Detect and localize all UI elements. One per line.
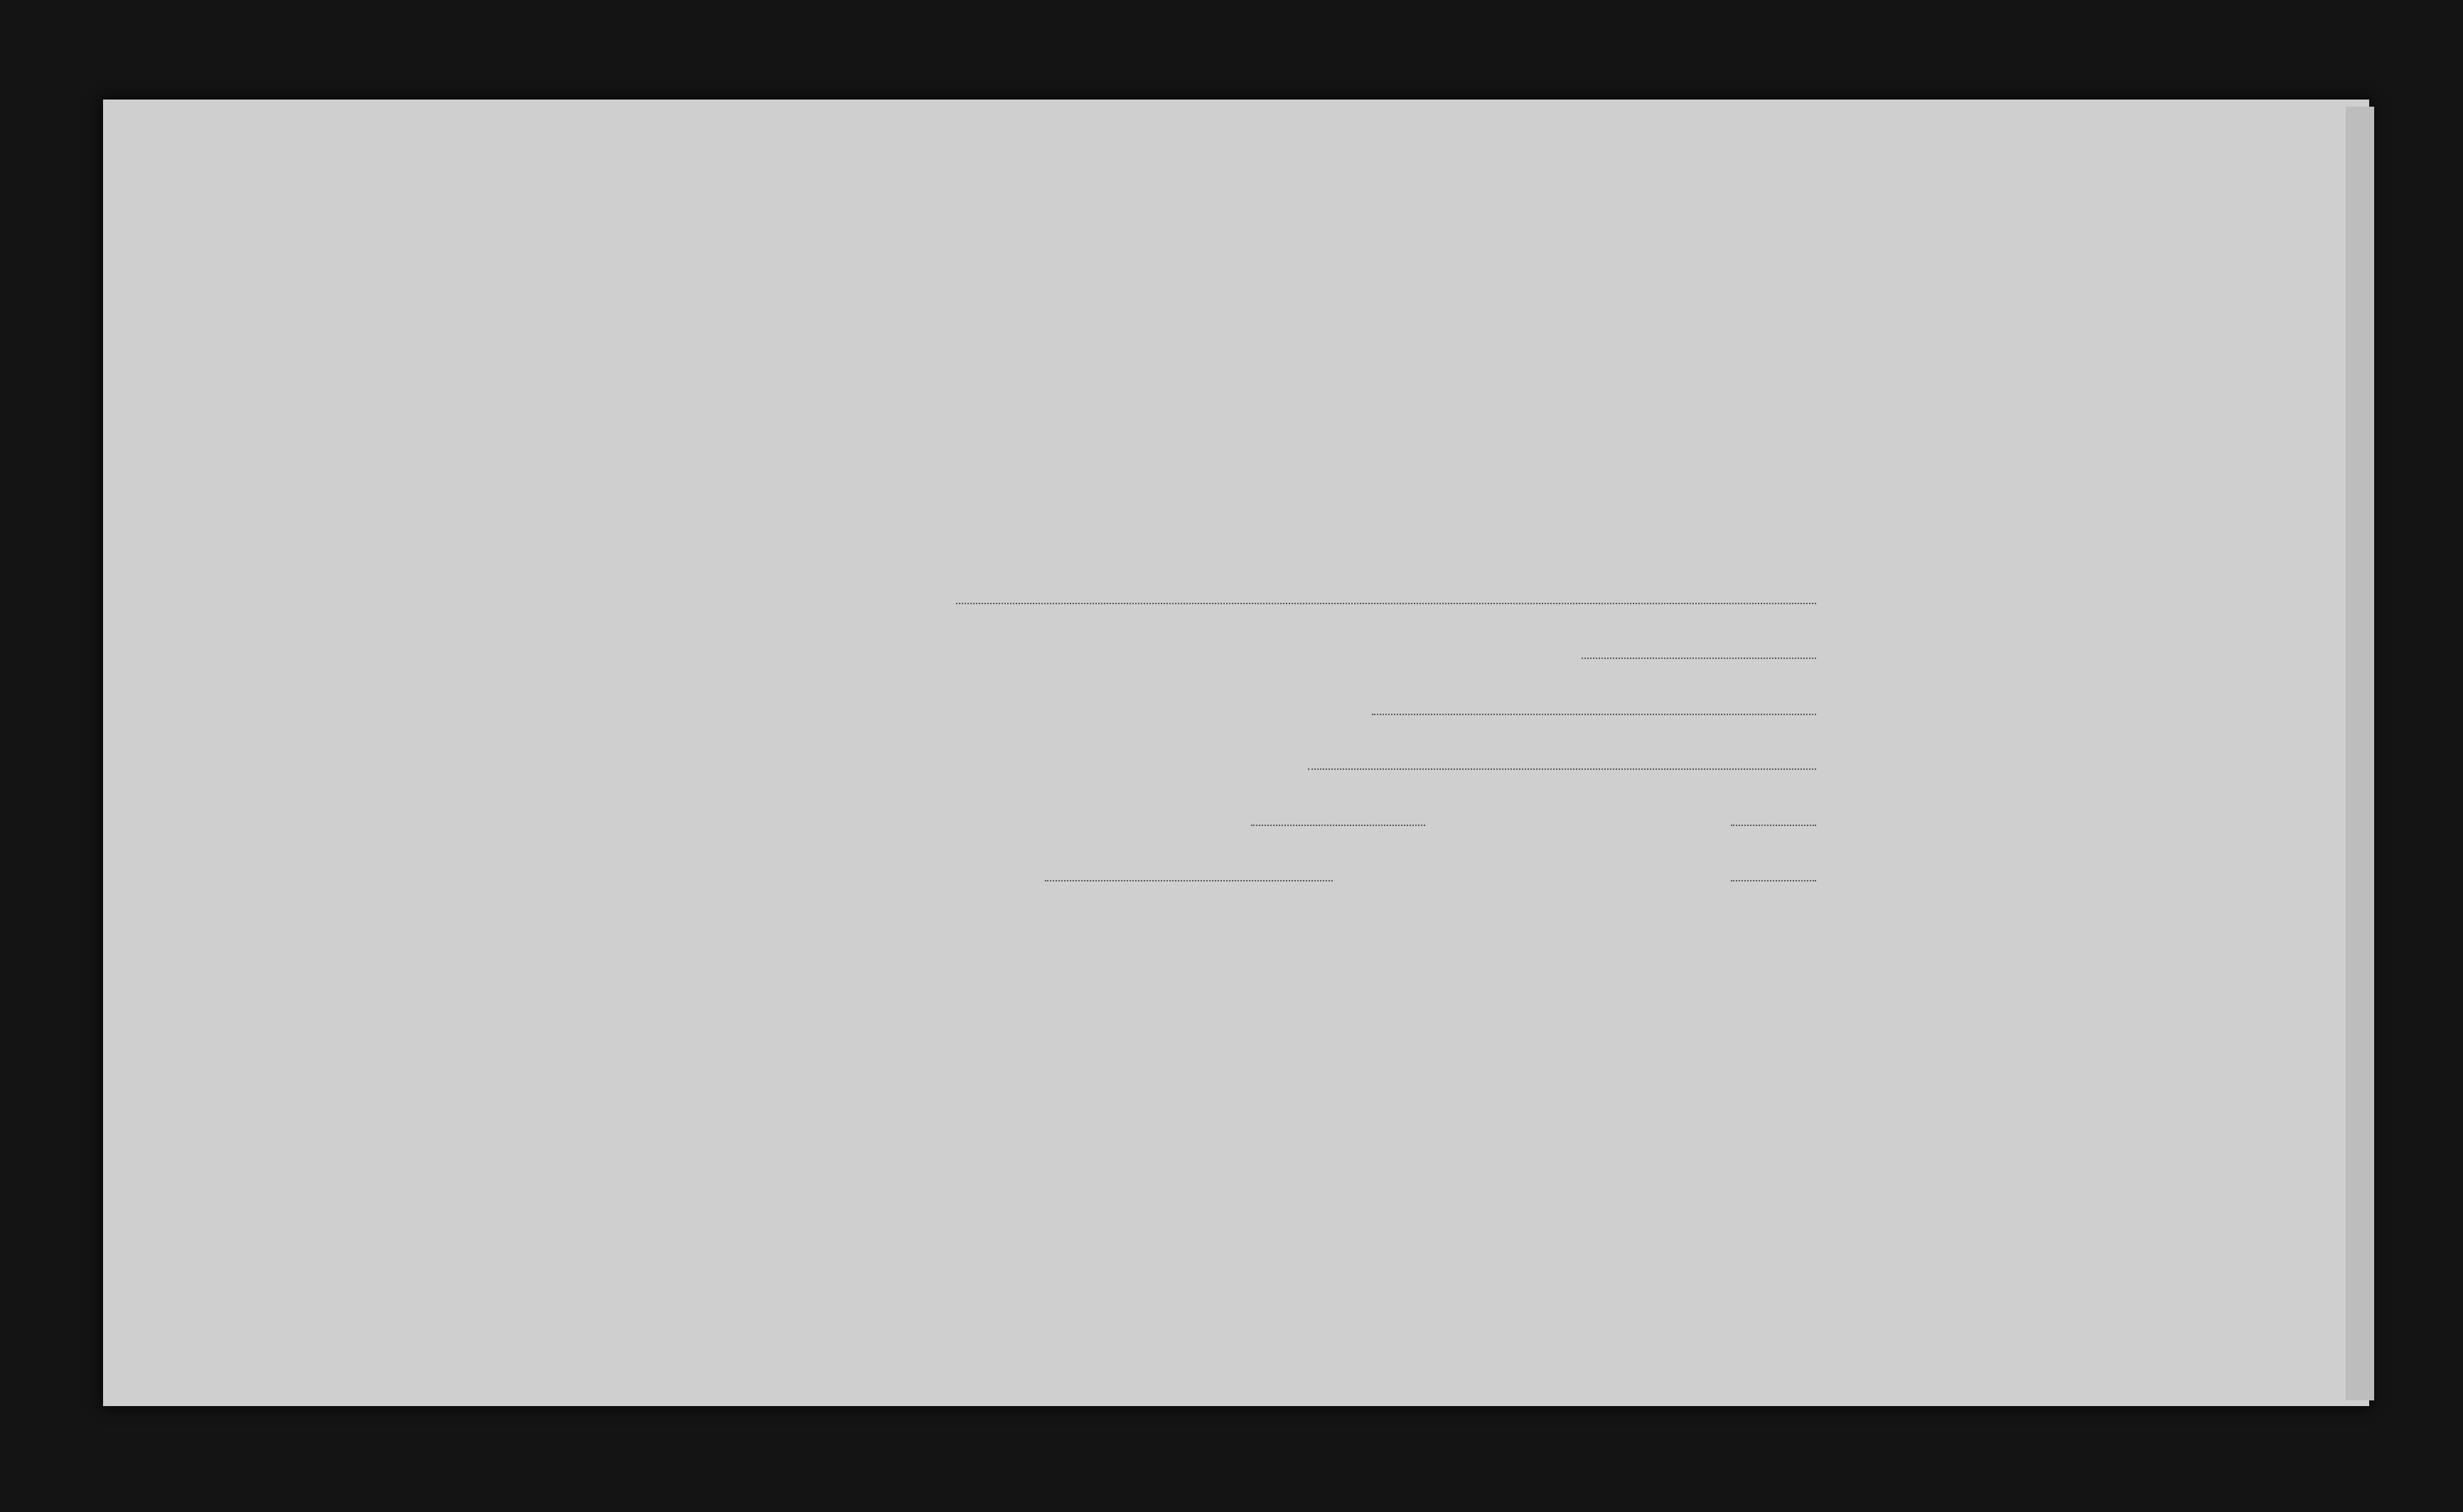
fill-line[interactable] <box>1251 825 1425 826</box>
fill-line[interactable] <box>1731 825 1816 826</box>
pop-working-women <box>1944 601 1987 658</box>
fill-line[interactable] <box>1582 658 1816 659</box>
fill-line[interactable] <box>1731 880 1816 881</box>
pop-working-men <box>1944 729 1987 786</box>
hired-workers-label <box>363 490 412 945</box>
fill-line[interactable] <box>956 603 1816 604</box>
group-non-allotment <box>132 1240 185 1347</box>
fill-line[interactable] <box>1045 880 1333 881</box>
page-edge <box>2346 107 2374 1400</box>
group-allotment <box>135 1116 178 1230</box>
census-card <box>103 100 2369 1406</box>
label-yearly <box>256 476 299 569</box>
fill-line[interactable] <box>1372 714 1816 715</box>
fill-line[interactable] <box>1308 768 1816 770</box>
